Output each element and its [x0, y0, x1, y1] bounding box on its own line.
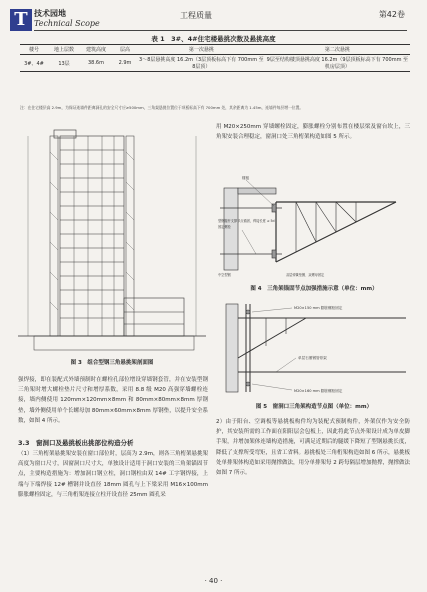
table-header-cell: 建筑高度 — [85, 47, 106, 53]
table-row — [20, 55, 410, 72]
table-cell: 9层至结构楼顶悬挑高度 16.2m（9层顶板标高下有 700mm 至机房层顶） — [266, 57, 409, 70]
right-paragraph-2: 2）由于阳台、空调板等悬挑板构件均为装配式预制构件，外架仅作为安全防护，其安装所需的工作面在阳阳层会包板上，因此将此节点外架设计成为单皮脚手架，并增加架体连墙构造措施，可满足近期后的腿缓下降短了型钢悬挑长度，降低了支撑所受弯矩，且省工省料。悬挑板处三角桁架构造如图 6 所示，悬挑板处单排架体构造如采用抛撑做法，用分单排架每 2 跨每隔层增加抛撑，抛撑做法如图 7 所示。 — [216, 419, 410, 477]
machine-room — [54, 130, 76, 138]
window-wall — [226, 304, 238, 392]
page-number: · 40 · — [204, 577, 223, 585]
section-heading-3-3: 3.3 窗洞口及悬挑板出挑部位构造分析 — [18, 439, 134, 447]
figure5-window-node — [216, 298, 412, 396]
fig4-label-washer: 双层弹簧垫圈、双螺母固定 — [286, 273, 325, 277]
left-paragraph-1: 强焊接，即在装配式外墙预制时在螺栓孔部位增设穿墙钢套管，并在安装型钢三角架时增大螺栓垫片尺寸和增厚系数，采用 8.8 级 M20 高强穿墙螺栓连接，墙内侧使用 120mm×120mm×8mm 和 80mm×80mm×8mm 厚钢垫，墙外侧使用单个长螺母加 80mm×60mm×8mm 厚钢垫，以提升安全系数，如图 4 所示。 — [18, 377, 208, 424]
column-title: 工程质量 — [180, 11, 212, 20]
fig5-label-top-bolt: M20×150 mm 膨胀螺栓固定 — [294, 306, 343, 310]
table-cell: 2.9m — [118, 60, 132, 66]
table-header-cell: 地上层数 — [53, 47, 74, 53]
fig4-label-bolt: 固定螺栓 — [218, 225, 231, 229]
table-header-cell: 层高 — [119, 47, 130, 53]
fig4-label-slab: 楼板 — [242, 176, 250, 180]
figure3-building-section — [14, 122, 210, 354]
right-paragraph-1: 用 M20×250mm 穿墙螺栓固定，膨胀螺栓分别布置在楼层梁及窗台坎上，三角架安装合理稳定，窗洞口处三角桁架构造如图 5 所示。 — [216, 124, 410, 141]
table-header-cell: 第一次悬挑 — [188, 47, 214, 53]
floor-slab — [238, 188, 276, 194]
table-header-cell: 第二次悬挑 — [324, 47, 350, 53]
journal-logo: T — [10, 9, 32, 31]
figure4-anchorage-node — [216, 172, 412, 282]
data-table — [20, 44, 410, 72]
journal-name-cn: 技术园地 — [34, 9, 66, 18]
left-paragraph-2: （1）三角桁架悬挑架安装在窗口部位时，层高为 2.9m，则各三角桁架悬挑架高度为窗口尺寸，因窗洞口尺寸大，单独设计适用于洞口安装的三角架锚固节点，主要构造措施为：增加洞口钢立柱，洞口钢柱由双 14# 工字钢焊接，上端与下端焊接 12# 槽钢并设直径 18mm 圆孔与上下梁采用 M16×100mm 膨胀螺栓固定，与三角桁架连接立柱开设直径 25mm 圆孔采 — [18, 451, 208, 498]
table-header-row — [20, 45, 410, 55]
table-cell: 13层 — [58, 60, 70, 67]
header-rule — [34, 30, 407, 31]
figure5-caption: 图 5 窗洞口三角架构造节点图（单位：mm） — [255, 404, 373, 410]
table-cell: 38.6m — [87, 60, 104, 66]
fig4-label-weld: 型钢腹杆支撑节点锚固，焊接长度 ≥ 5d — [218, 219, 275, 223]
table-cell: 3#、4# — [24, 60, 44, 67]
table-cell: 3～8层悬挑高度 16.2m（3层顶板标高下有 700mm 至 8层顶） — [139, 57, 264, 70]
fig4-label-hollow: 中空型钢 — [218, 273, 231, 277]
volume-label: 第42卷 — [378, 10, 405, 19]
figure3-caption: 图 3 组合型钢三角悬挑架剖面图 — [70, 360, 154, 366]
figure4-caption: 图 4 三角架锚固节点加强措施示意（单位：mm） — [250, 286, 378, 292]
building-body — [60, 136, 124, 336]
fig5-label-bottom-bolt: M20×160 mm 膨胀螺栓固定 — [294, 389, 343, 393]
wall-section — [224, 188, 238, 270]
table-note: 注：在住宅楼层高 2.9m，为保证连墙件距离洞孔的安全尺寸应≥500mm，三角架悬挑位置位于项板标高下有 700mm 处，其余距离为 1.45m，连墙件每层增一位置。 — [20, 105, 304, 110]
fig5-label-frame: 单层石墨钢管骨架 — [298, 356, 327, 360]
table-header-cell: 楼号 — [28, 47, 39, 53]
journal-name-en: Technical Scope — [34, 19, 100, 28]
table-caption: 表 1 3#、4#住宅楼悬挑次数及悬挑高度 — [151, 35, 276, 43]
